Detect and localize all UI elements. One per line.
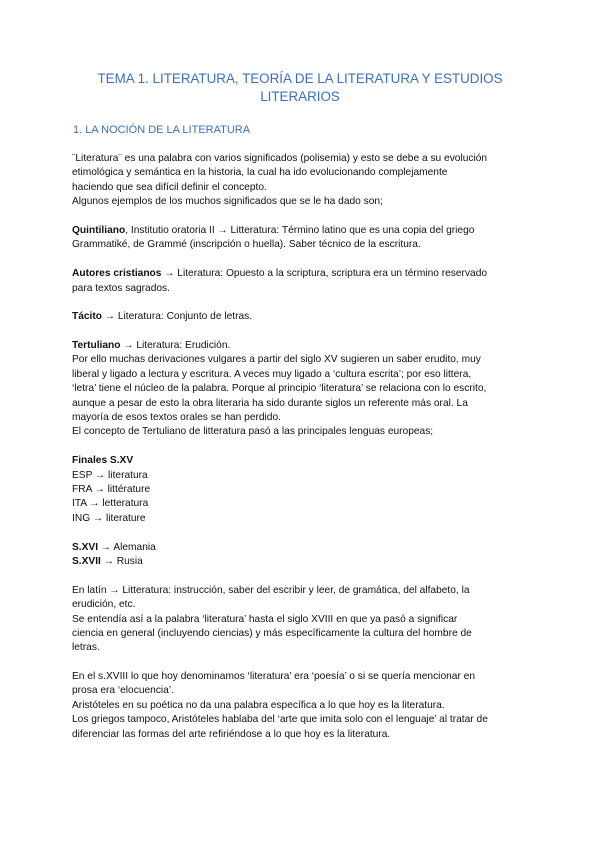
text-line: liberal y ligado a lectura y escritura. A veces muy ligado a ‘cultura escrita’; por eso littera,: [72, 368, 472, 380]
document-body: [72, 152, 532, 742]
text-line: Grammatiké, de Grammé (inscripción o huella). Saber técnico de la escritura.: [72, 239, 421, 251]
text-line: Algunos ejemplos de los muchos significados que se le ha dado son;: [72, 196, 383, 208]
title-line-2: LITERARIOS: [260, 89, 340, 104]
text-line: letras.: [72, 642, 100, 654]
author-name: Tácito: [72, 311, 103, 323]
cristianos-paragraph: [72, 267, 532, 296]
title-line-1: TEMA 1. LITERATURA, TEORÍA DE LA LITERATURA Y ESTUDIOS: [97, 71, 503, 86]
author-name: Quintiliano: [72, 224, 126, 236]
text-line: prosa era ‘elocuencia’.: [72, 685, 174, 697]
section-heading: 1. LA NOCIÓN DE LA LITERATURA: [73, 124, 251, 136]
text-line: Se entendía así a la palabra ‘literatura’ hasta el siglo XVIII en que ya pasó a significar: [72, 613, 458, 625]
text-line: En el s.XVIII lo que hoy denominamos ‘literatura’ era ‘poesía’ o si se quería mencionar en: [72, 671, 476, 683]
century-label: S.XVII: [72, 555, 101, 567]
tertuliano-paragraph: [72, 339, 532, 440]
text-line: → Alemania: [98, 541, 156, 553]
intro-paragraph: [72, 152, 532, 210]
tacito-paragraph: [72, 310, 532, 324]
list-item: FRA → littérature: [72, 483, 151, 495]
text-line: erudición, etc.: [72, 599, 136, 611]
finales-list: [72, 454, 532, 526]
text-line: → Rusia: [100, 555, 143, 567]
siglos-list: [72, 541, 532, 570]
text-line: ciencia en general (incluyendo ciencias) y más específicamente la cultura del hombre de: [72, 627, 472, 639]
author-name: Autores cristianos: [72, 268, 162, 280]
list-item: ING → literature: [72, 512, 146, 524]
text-line: → Literatura: Opuesto a la scriptura, scriptura era un término reservado: [161, 268, 488, 280]
text-line: ‘letra’ tiene el núcleo de la palabra. Porque al principio ‘literatura’ se relaciona con lo escrito,: [72, 383, 487, 395]
text-line: Los griegos tampoco, Aristóteles hablaba del ‘arte que imita solo con el lenguaje’ al tratar de: [72, 714, 488, 726]
list-heading: Finales S.XV: [72, 455, 134, 467]
text-line: → Literatura: Erudición.: [120, 340, 231, 352]
text-line: Aristóteles en su poética no da una palabra específica a lo que hoy es la literatura.: [72, 699, 445, 711]
text-line: , Institutio oratoria II → Litteratura: Término latino que es una copia del griego: [125, 224, 475, 236]
text-line: diferenciar las formas del arte refiriéndose a lo que hoy es la literatura.: [72, 728, 391, 740]
text-line: para textos sagrados.: [72, 282, 170, 294]
author-name: Tertuliano: [72, 340, 121, 352]
text-line: mayoría de esos textos orales se han perdido.: [72, 412, 281, 424]
list-item: ITA → letteratura: [72, 498, 149, 510]
text-line: ¨Literatura¨ es una palabra con varios significados (polisemia) y esto se debe a su evolución: [72, 153, 488, 164]
text-line: Por ello muchas derivaciones vulgares a partir del siglo XV sugieren un saber erudito, muy: [72, 354, 481, 366]
quintiliano-paragraph: [72, 224, 532, 253]
text-line: En latín → Litteratura: instrucción, saber del escribir y leer, de gramática, del alfabeto, la: [72, 584, 470, 596]
text-line: haciendo que sea difícil definir el concepto.: [72, 181, 267, 193]
text-line: → Literatura: Conjunto de letras.: [102, 311, 253, 323]
text-line: aunque a pesar de esto la obra literaria ha sido durante siglos un referente más oral. La: [72, 397, 468, 409]
text-line: El concepto de Tertuliano de litteratura pasó a las principales lenguas europeas;: [72, 426, 434, 438]
century-label: S.XVI: [72, 541, 99, 553]
text-line: etimológica y semántica en la historia, la cual ha ido evolucionando complejamente: [72, 167, 448, 179]
page-title: [72, 70, 528, 106]
xviii-paragraph: [72, 670, 532, 742]
latin-paragraph: [72, 584, 532, 656]
list-item: ESP → literatura: [72, 469, 148, 481]
